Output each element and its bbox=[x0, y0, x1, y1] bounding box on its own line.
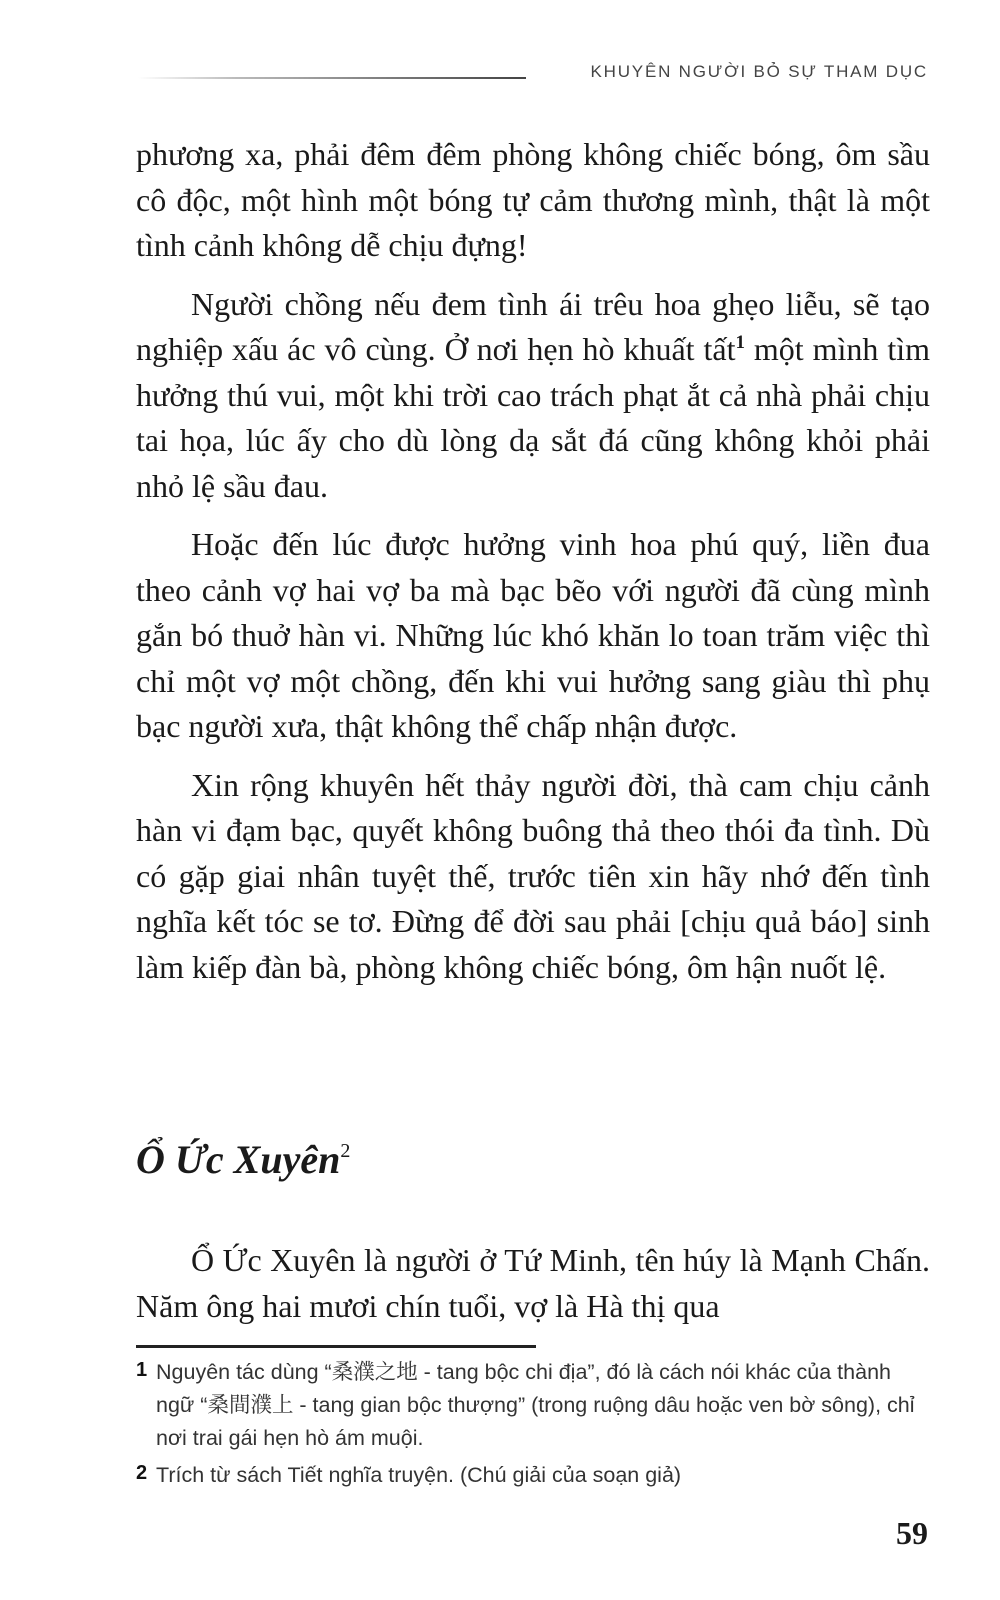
footnote-text: Nguyên tác dùng “桑濮之地 - tang bộc chi địa”, đó là cách nói khác của thành ngữ “桑間濮上 - tang gian bộc thượng” (trong ruộng dâu hoặc ven bờ sông), chỉ nơi trai gái hẹn hò ám muội. bbox=[156, 1360, 915, 1450]
section-paragraph: Ổ Ức Xuyên là người ở Tứ Minh, tên húy là Mạnh Chấn. Năm ông hai mươi chín tuổi, vợ là Hà thị qua bbox=[136, 1242, 930, 1324]
paragraph-3: Hoặc đến lúc được hưởng vinh hoa phú quý, liền đua theo cảnh vợ hai vợ ba mà bạc bẽo với người đã cùng mình gắn bó thuở hàn vi. Những lúc khó khăn lo toan trăm việc thì chỉ một vợ một chồng, đến khi vui hưởng sang giàu thì phụ bạc người xưa, thật không thể chấp nhận được. bbox=[136, 526, 930, 744]
section-title: Ổ Ức Xuyên bbox=[136, 1137, 341, 1182]
body-text bbox=[136, 132, 930, 1003]
footnote-ref-2: 2 bbox=[340, 1140, 351, 1162]
running-header bbox=[138, 58, 928, 88]
paragraph-continuation: phương xa, phải đêm đêm phòng không chiếc bóng, ôm sầu cô độc, một hình một bóng tự cảm thương mình, thật là một tình cảnh không dễ chịu đựng! bbox=[136, 136, 930, 263]
paragraph-2 bbox=[136, 282, 930, 510]
page-number: 59 bbox=[896, 1515, 928, 1551]
section-body bbox=[136, 1238, 930, 1342]
paragraph-2-text-before: Người chồng nếu đem tình ái trêu hoa ghẹo liễu, sẽ tạo nghiệp xấu ác vô cùng. Ở nơi hẹn hò khuất tất bbox=[136, 285, 930, 367]
footnote-ref-1: 1 bbox=[735, 332, 745, 353]
footnote-rule bbox=[136, 1345, 536, 1348]
header-rule bbox=[138, 77, 526, 79]
footnotes bbox=[136, 1356, 930, 1496]
footnote-1 bbox=[136, 1356, 930, 1455]
footnote-text: Trích từ sách Tiết nghĩa truyện. (Chú giải của soạn giả) bbox=[156, 1463, 682, 1487]
paragraph-2-text-after: một mình tìm hưởng thú vui, một khi trời cao trách phạt ắt cả nhà phải chịu tai họa, lúc ấy cho dù lòng dạ sắt đá cũng không khỏi phải nhỏ lệ sầu đau. bbox=[136, 331, 931, 504]
paragraph-4: Xin rộng khuyên hết thảy người đời, thà cam chịu cảnh hàn vi đạm bạc, quyết không buông thả theo thói đa tình. Dù có gặp giai nhân tuyệt thế, trước tiên xin hãy nhớ đến tình nghĩa kết tóc se tơ. Đừng để đời sau phải [chịu quả báo] sinh làm kiếp đàn bà, phòng không chiếc bóng, ôm hận nuốt lệ. bbox=[136, 766, 930, 985]
running-title: KHUYÊN NGƯỜI BỎ SỰ THAM DỤC bbox=[590, 62, 928, 81]
footnote-number: 1 bbox=[136, 1359, 148, 1381]
footnote-2 bbox=[136, 1459, 930, 1492]
footnote-number: 2 bbox=[136, 1462, 148, 1484]
section-heading bbox=[136, 1135, 930, 1185]
